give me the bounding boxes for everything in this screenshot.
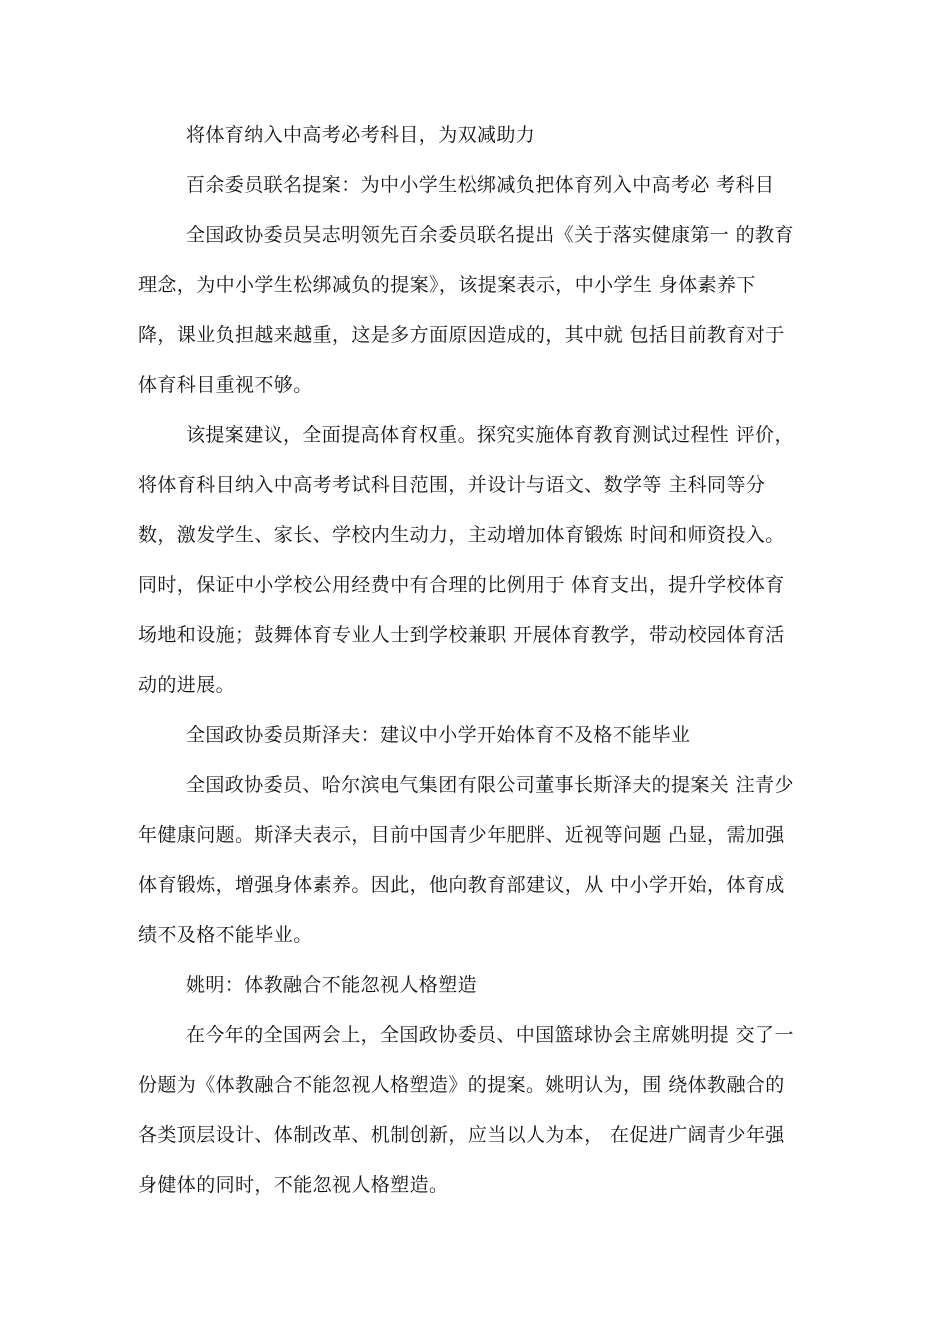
paragraph-line: 数，激发学生、家长、学校内生动力，主动增加体育锻炼 时间和师资投入。 bbox=[138, 524, 785, 546]
paragraph-wu-zhiming bbox=[138, 210, 828, 410]
document-content bbox=[138, 110, 828, 1210]
paragraph-line: 将体育科目纳入中高考考试科目范围，并设计与语文、数学等 主科同等分 bbox=[138, 474, 766, 496]
paragraph-proposal-suggestion bbox=[138, 410, 828, 710]
paragraph-line: 体育锻炼，增强身体素养。因此，他向教育部建议，从 中小学开始，体育成 bbox=[138, 874, 785, 896]
paragraph-si-zefu-heading bbox=[138, 710, 828, 760]
paragraph-line: 全国政协委员斯泽夫：建议中小学开始体育不及格不能毕业 bbox=[186, 724, 691, 746]
document-title: 将体育纳入中高考必考科目，为双减助力 bbox=[186, 124, 536, 146]
paragraph-line: 在今年的全国两会上，全国政协委员、中国篮球协会主席姚明提 交了一 bbox=[186, 1024, 794, 1046]
paragraph-line: 姚明：体教融合不能忽视人格塑造 bbox=[186, 974, 478, 996]
paragraph-line: 百余委员联名提案：为中小学生松绑减负把体育列入中高考必 考科目 bbox=[186, 174, 775, 196]
paragraph-line: 份题为《体教融合不能忽视人格塑造》的提案。姚明认为，围 绕体教融合的 bbox=[138, 1074, 785, 1096]
paragraph-yao-ming-heading bbox=[138, 960, 828, 1010]
paragraph-proposal-heading bbox=[138, 160, 828, 210]
paragraph-line: 全国政协委员吴志明领先百余委员联名提出《关于落实健康第一 的教育 bbox=[186, 224, 794, 246]
paragraph-line: 各类顶层设计、体制改革、机制创新，应当以人为本， 在促进广阔青少年强 bbox=[138, 1124, 785, 1146]
paragraph-line: 绩不及格不能毕业。 bbox=[138, 924, 313, 946]
paragraph-line: 年健康问题。斯泽夫表示，目前中国青少年肥胖、近视等问题 凸显，需加强 bbox=[138, 824, 785, 846]
paragraph-si-zefu bbox=[138, 760, 828, 960]
paragraph-line: 理念，为中小学生松绑减负的提案》，该提案表示，中小学生 身体素养下 bbox=[138, 274, 756, 296]
paragraph-line: 该提案建议，全面提高体育权重。探究实施体育教育测试过程性 评价， bbox=[186, 424, 794, 446]
paragraph-line: 身健体的同时，不能忽视人格塑造。 bbox=[138, 1174, 449, 1196]
paragraph-yao-ming bbox=[138, 1010, 828, 1210]
paragraph-line: 降，课业负担越来越重，这是多方面原因造成的，其中就 包括目前教育对于 bbox=[138, 324, 785, 346]
paragraph-line: 全国政协委员、哈尔滨电气集团有限公司董事长斯泽夫的提案关 注青少 bbox=[186, 774, 794, 796]
paragraph-line: 动的进展。 bbox=[138, 674, 236, 696]
paragraph-line: 体育科目重视不够。 bbox=[138, 374, 313, 396]
paragraph-line: 场地和设施；鼓舞体育专业人士到学校兼职 开展体育教学，带动校园体育活 bbox=[138, 624, 785, 646]
paragraph-line: 同时，保证中小学校公用经费中有合理的比例用于 体育支出，提升学校体育 bbox=[138, 574, 785, 596]
